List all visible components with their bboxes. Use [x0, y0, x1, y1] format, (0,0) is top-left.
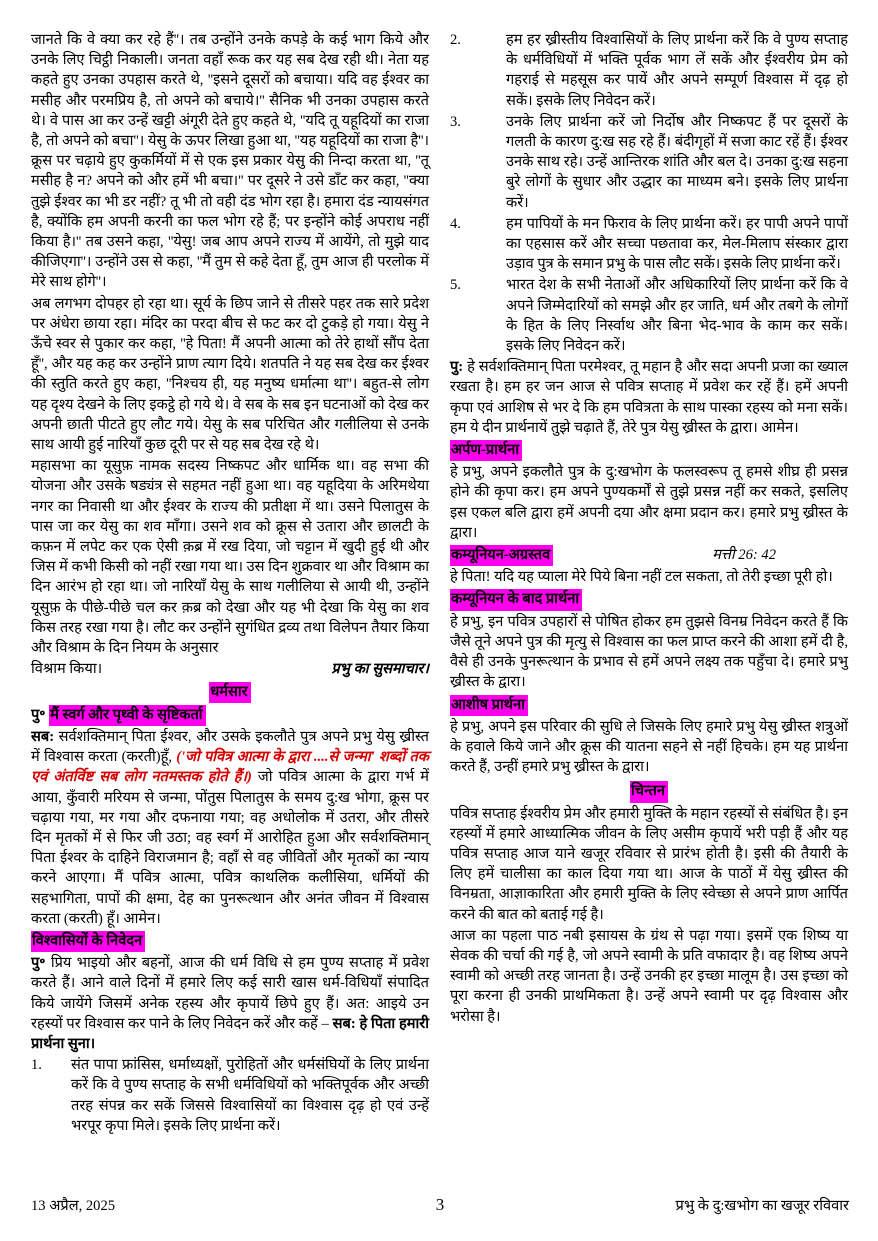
right-column	[450, 30, 848, 1180]
creed-rubric-red: ('जो पवित्र आत्मा के द्वारा ....से जन्मा' शब्दों तक एवं अंतर्विष्ट सब लोग नतमस्तक होते हैं।)	[31, 749, 429, 786]
reflection-paragraph: पवित्र सप्ताह ईश्वरीय प्रेम और हमारी मुक्ति के महान रहस्यों से संबंधित है। इन रहस्यों में हमारे आध्यात्मिक जीवन के लिए असीम कृपायें भरी पड़ी हैं और यह पवित्र सप्ताह आज याने खजूर रविवार से प्रारंभ होती है। इसी की तैयारी के लिए हमें चालीसा का काल दिया गया था। आज के पाठों में येसु ख्रीस्त की विनम्रता, आज्ञाकारिता और हमारी मुक्ति के लिए स्वेच्छा से अपने प्राण आर्पित करने की बात को बताई गई है।	[450, 805, 848, 923]
reflection-heading-row	[450, 781, 848, 802]
item-text: उनके लिए प्रार्थना करें जो निर्दोष और निष्कपट हैं पर दूसरों के गलती के कारण दु:ख सह रहे हैं। बंदीगृहों में सजा काट रहें हैं। ईश्वर उनके साथ रहे। उन्हें आन्तिरक शांति और बल दे। उनका दु:ख सहना बुरे लोगों के सुधार और उद्धार का माध्यम बने। इसके लिए प्रार्थना करें।	[506, 113, 848, 211]
creed-versicle	[31, 705, 429, 726]
reflection-paragraph: आज का पहला पाठ नबी इसायस के ग्रंथ से पढ़ा गया। इसमें एक शिष्य या सेवक की चर्चा की गई है, जो अपने स्वामी के प्रति वफादार है। वह शिष्य अपने स्वामी को अच्छी तरह जानता है। उन्हें उनकी हर इच्छा मालूम है। उस इच्छा को पूरा करना ही उनकी प्राथमिकता है। उन्हें अपने स्वामी पर दृढ़ विश्वास और भरोसा है।	[450, 927, 848, 1025]
gospel-acclamation: प्रभु का सुसमाचार।	[331, 661, 429, 678]
item-text: हम हर ख्रीस्तीय विश्वासियों के लिए प्रार्थना करें कि वे पुण्य सप्ताह के धर्मविधियों में भक्ति पूर्वक भाग लें सकें और ईश्वरीय प्रेम को गहराई से महसूस कर पायें और अपने सम्पूर्ण विश्वास में दृढ़ हो सकें। इसके लिए निवेदन करें।	[506, 32, 848, 109]
creed-section-heading	[31, 682, 429, 703]
intercession-item	[450, 214, 848, 275]
communion-antiphon-text: हे पिता! यदि यह प्याला मेरे पिये बिना नहीं टल सकता, तो तेरी इच्छा पूरी हो।	[450, 569, 833, 586]
scripture-reference: मत्ती 26: 42	[712, 547, 776, 564]
gospel-closing-text: विश्राम किया।	[31, 661, 103, 678]
offering-text: हे प्रभु, अपने इकलौते पुत्र के दु:खभोग के फलस्वरूप तू हमसे शीघ्र ही प्रसन्न होने की कृपा कर। हम अपने पुण्यकर्मों से तुझे प्रसन्न नहीं कर सकते, इसलिए इस एकल बलि द्वारा हमें अपनी दया और क्षमा प्रदान कर। हमारे प्रभु ख्रीस्त के द्वारा।	[450, 464, 848, 541]
creed-heading-highlight: धर्मसार	[209, 682, 250, 703]
item-number: 1.	[31, 1057, 42, 1074]
gospel-closing-row	[31, 659, 429, 679]
creed-text-2: जो पवित्र आत्मा के द्वारा गर्भ में आया, कुँवारी मरियम से जन्मा, पोंतुस पिलातुस के समय दु:ख भोगा, क्रूस पर चढ़ाया गया, मर गया और दफनाया गया; वह अधोलोक में उतरा, और तीसरे दिन मृतकों में से फिर जी उठा; वह स्वर्ग में आरोहित हुआ और सर्वशक्तिमान् पिता ईश्वर के दाहिने विराजमान है; वहाँ से वह जीवितों और मृतकों का न्याय करने आएगा। मैं पवित्र आत्मा, पवित्र काथलिक कलीसिया, धर्मियों की सहभागिता, पापों की क्षमा, देह का पुनरूत्थान और अनंत जीवन में विश्वास करता (करती) हूँ। आमेन।	[31, 769, 430, 927]
post-communion-heading-row	[450, 589, 848, 610]
post-communion-heading-highlight: कम्यूनियन के बाद प्रार्थना	[450, 589, 582, 610]
intercessions-intro-text: प्रिय भाइयो और बहनों, आज की धर्म विधि से हम पुण्य सप्ताह में प्रवेश करते हैं। आने वाले दिनों में हमारे लिए कई सारी खास धर्म-विधियाँ संपादित किये जायेंगे जिसमें अनेक रहस्य और कृपायें छिपे हुए हैं। अत: आइये उन रहस्यों पर विश्वास कर पाने के लिए निवेदन करें और कहें –	[31, 955, 429, 1032]
collect-prayer	[450, 357, 848, 438]
offering-heading-highlight: अर्पण-प्रार्थना	[450, 440, 522, 461]
priest-prefix: पु॰	[31, 955, 46, 972]
blessing-text: हे प्रभु, अपने इस परिवार की सुधि ले जिसके लिए हमारे प्रभु येसु ख्रीस्त शत्रुओं के हवाले किये जाने और क्रूस की यातना सहने से नहीं हिचके। हम यह प्रार्थना करते हैं, उन्हीं हमारे प्रभु ख्रीस्त के द्वारा।	[450, 718, 848, 776]
intercessions-response: सब: हे पिता हमारी प्रार्थना सुना।	[31, 1015, 429, 1052]
footer-edition-title: प्रभु के दु:खभोग का खजूर रविवार	[675, 1198, 849, 1214]
priest-prefix: पु॰	[31, 706, 46, 723]
item-number: 4.	[450, 215, 461, 232]
creed-body	[31, 727, 429, 929]
page-footer	[31, 1195, 849, 1215]
two-column-body	[31, 30, 849, 1180]
response-prefix: सब:	[31, 728, 55, 745]
gospel-paragraph: जानते कि वे क्या कर रहे हैं''। तब उन्होंने उनके कपड़े के कई भाग किये और उनके लिए चिट्ठी निकाली। जनता वहाँ रूक कर यह सब देख रही थी। नेता यह कहते हुए उनका उपहास करते थे, ''इसने दूसरों को बचाया। यदि वह ईश्वर का मसीह और परमप्रिय है, तो अपने को बचाये।'' सैनिक भी उनका उपहास करते थे। वे पास आ कर उन्हें खट्टी अंगूरी देते हुए कहते थे, ''यदि तू यहूदियों का राजा है, तो अपने को बचा''। येसु के ऊपर लिखा हुआ था, ''यह यहूदियों का राजा है''। क्रूस पर चढ़ाये हुए कुकर्मियों में से एक इस प्रकार येसु की निन्दा करता था, ''तू मसीह है न? अपने को और हमें भी बचा।'' पर दूसरे ने उसे डाँट कर कहा, ''क्या तुझे ईश्वर का भी डर नहीं? तू भी तो वही दंड भोग रहा है। हमारा दंड न्यायसंगत है, क्योंकि हम अपनी करनी का फल भोग रहे हैं; पर इन्होंने कोई अपराध नहीं किया है।'' तब उसने कहा, ''येसु! जब आप अपने राज्य में आयेंगे, तो मुझे याद कीजिएगा''। उन्होंने उस से कहा, ''मैं तुम से कहे देता हूँ, तुम आज ही परलोक में मेरे साथ होगे''।	[31, 32, 429, 291]
communion-antiphon-heading-row	[450, 545, 848, 566]
blessing-heading-highlight: आशीष प्रार्थना	[450, 695, 528, 716]
item-text: संत पापा फ्रांसिस, धर्माध्यक्षों, पुरोहितों और धर्मसंघियों के लिए प्रार्थना करें कि वे पुण्य सप्ताह के सभी धर्मविधियों को भक्तिपूर्वक और अच्छी तरह संपन्न कर सकें जिससे विश्वासियों का विश्वास दृढ़ हो एवं उन्हें भरपूर कृपा मिले। इसके लिए प्रार्थना करें।	[71, 1057, 429, 1134]
creed-text-1: सर्वशक्तिमान् पिता ईश्वर, और उसके इकलौते पुत्र अपने प्रभु येसु ख्रीस्त में विश्वास करता (करती)हूँ,	[31, 728, 429, 766]
intercession-item	[450, 30, 848, 111]
item-text: भारत देश के सभी नेताओं और अधिकारियों लिए प्रार्थना करें कि वे अपने जिम्मेदारियों को समझे और हर जाति, धर्म और तबगे के लोगों के हित के लिए निर्स्वाथ और बिना भेद-भाव के काम कर सकें। इसके लिए निवेदन करें।	[506, 277, 848, 355]
footer-date: 13 अप्रैल, 2025	[31, 1198, 116, 1214]
intercession-item	[31, 1055, 429, 1136]
blessing-heading-row	[450, 695, 848, 716]
intercessions-heading-row	[31, 931, 429, 952]
intercessions-intro	[31, 953, 429, 1054]
creed-versicle-highlight: मैं स्वर्ग और पृथ्वी के सृष्टिकर्ता	[49, 705, 205, 726]
gospel-paragraph: महासभा का यूसुफ़ नामक सदस्य निष्कपट और धार्मिक था। वह सभा की योजना और उसके षड्यंत्र से सहमत नहीं हुआ था। वह यहूदिया के अरिमथेया नगर का निवासी था और ईश्वर के राज्य की प्रतीक्षा में था। उसने पिलातुस के पास जा कर येसु का शव माँगा। उसने शव को क्रूस से उतारा और छालटी के कफ़न में लपेट कर एक ऐसी क़ब्र में रख दिया, जो चट्टान में खुदी हुई थी और जिस में कभी किसी को नहीं रखा गया था। उस दिन शुक्रवार था और विश्राम का दिन आरंभ हो रहा था। जो नारियाँ येसु के साथ गलीलिया से आयी थी, उन्होंने यूसुफ़ के पीछे-पीछे चल कर क़ब्र को देखा और यह भी देखा कि येसु का शव किस तरह रखा गया है। लौट कर उन्होंने सुगंधित द्रव्य तथा विलेपन तैयार किया और विश्राम के दिन नियम के अनुसार	[31, 458, 429, 657]
item-number: 5.	[450, 277, 461, 294]
item-number: 3.	[450, 113, 461, 130]
reflection-heading-highlight: चिन्तन	[630, 781, 668, 802]
footer-page-number: 3	[435, 1195, 445, 1214]
item-number: 2.	[450, 32, 461, 48]
gospel-paragraph: अब लगभग दोपहर हो रहा था। सूर्य के छिप जाने से तीसरे पहर तक सारे प्रदेश पर अंधेरा छाया रहा। मंदिर का परदा बीच से फट कर दो टुकड़े हो गया। येसु ने ऊँचे स्वर से पुकार कर कहा, ''हे पिता! मैं अपनी आत्मा को तेरे हाथों सौंप देता हूँ'', और यह कह कर उन्होंने प्राण त्याग दिये। शतपति ने यह सब देख कर ईश्वर की स्तुति करते हुए कहा, ''निश्चय ही, यह मनुष्य धर्मात्मा था''। बहुत-से लोग यह दृश्य देखने के लिए इकट्ठे हो गये थे। वे सब के सब इन घटनाओं को देख कर अपनी छाती पीटते हुए लौट गये। येसु के सब परिचित और गलीलिया से उनके साथ आयी हुई नारियाँ कुछ दूरी पर से यह सब देख रहे थे।	[31, 295, 429, 454]
post-communion-text: हे प्रभु, इन पवित्र उपहारों से पोषित होकर हम तुझसे विनम्र निवेदन करते हैं कि जैसे तूने अपने पुत्र की मृत्यु से विश्वास का फल प्राप्त करने की आशा हमें दी है, वैसे ही उनके पुनरूत्थान के प्रभाव से हमें अपने लक्ष्य तक पहुँचा दे। हमारे प्रभु ख्रीस्त के द्वारा।	[450, 613, 848, 691]
intercession-item	[450, 112, 848, 213]
intercession-item	[450, 275, 848, 356]
offering-heading-row	[450, 440, 848, 461]
left-column	[31, 30, 429, 1180]
intercessions-heading-highlight: विश्वासियों के निवेदन	[31, 931, 145, 952]
item-text: हम पापियों के मन फिराव के लिए प्रार्थना करें। हर पापी अपने पापों का एहसास करें और सच्चा पछतावा कर, मेल-मिलाप संस्कार द्वारा उड़ाव पुत्र के समान प्रभु के पास लौट सकें। इसके लिए प्रार्थना करें।	[506, 215, 848, 273]
communion-antiphon-heading-highlight: कम्यूनियन-अग्रस्तव	[450, 545, 553, 566]
priest-prefix: पु:	[450, 359, 464, 376]
collect-text: हे सर्वशक्तिमान् पिता परमेश्वर, तू महान है और सदा अपनी प्रजा का ख्याल रखता है। हम हर जन आज से पवित्र सप्ताह में प्रवेश कर रहें हैं। हमें अपनी कृपा एवं आशिष से भर दे कि हम पवित्रता के साथ पास्का रहस्य को मना सकें। हम ये दीन प्रार्थनायें तुझे चढ़ाते हैं, तेरे पुत्र येसु ख्रीस्त के द्वारा। आमेन।	[450, 359, 848, 436]
